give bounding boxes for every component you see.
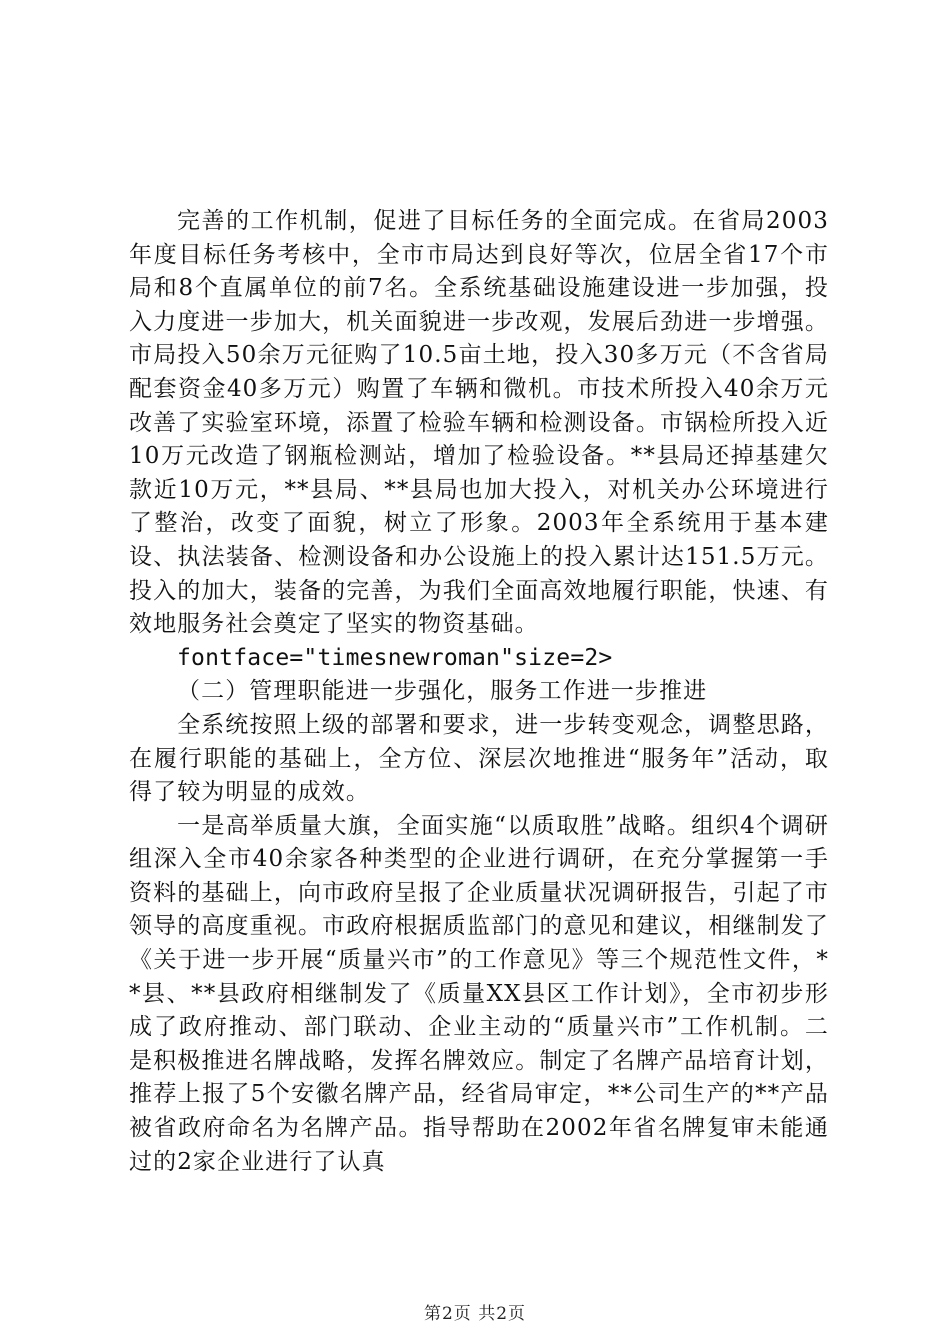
page-footer: 第2页 共2页	[423, 1304, 527, 1324]
document-body	[129, 205, 829, 1179]
section-heading: （二）管理职能进一步强化，服务工作进一步推进	[177, 678, 708, 705]
stray-markup-line: fontface="timesnewroman"size=2>	[177, 644, 613, 671]
paragraph-service-year: 全系统按照上级的部署和要求，进一步转变观念，调整思路，在履行职能的基础上，全方位、深层次地推进“服务年”活动，取得了较为明显的成效。	[129, 711, 829, 806]
paragraph-quality-strategy: 一是高举质量大旗，全面实施“以质取胜”战略。组织4个调研组深入全市40余家各种类型的企业进行调研，在充分掌握第一手资料的基础上，向市政府呈报了企业质量状况调研报告，引起了市领导的高度重视。市政府根据质监部门的意见和建议，相继制发了《关于进一步开展“质量兴市”的工作意见》等三个规范性文件，**县、**县政府相继制发了《质量XX县区工作计划》，全市初步形成了政府推动、部门联动、企业主动的“质量兴市”工作机制。二是积极推进名牌战略，发挥名牌效应。制定了名牌产品培育计划，推荐上报了5个安徽名牌产品，经省局审定，**公司生产的**产品被省政府命名为名牌产品。指导帮助在2002年省名牌复审未能通过的2家企业进行了认真	[129, 812, 829, 1175]
paragraph-infrastructure: 完善的工作机制，促进了目标任务的全面完成。在省局2003年度目标任务考核中，全市市局达到良好等次，位居全省17个市局和8个直属单位的前7名。全系统基础设施建设进一步加强，投入力度进一步加大，机关面貌进一步改观，发展后劲进一步增强。市局投入50余万元征购了10.5亩土地，投入30多万元（不含省局配套资金40多万元）购置了车辆和微机。市技术所投入40余万元改善了实验室环境，添置了检验车辆和检测设备。市锅检所投入近10万元改造了钢瓶检测站，增加了检验设备。**县局还掉基建欠款近10万元，**县局、**县局也加大投入，对机关办公环境进行了整治，改变了面貌，树立了形象。2003年全系统用于基本建设、执法装备、检测设备和办公设施上的投入累计达151.5万元。投入的加大，装备的完善，为我们全面高效地履行职能，快速、有效地服务社会奠定了坚实的物资基础。	[129, 208, 829, 638]
